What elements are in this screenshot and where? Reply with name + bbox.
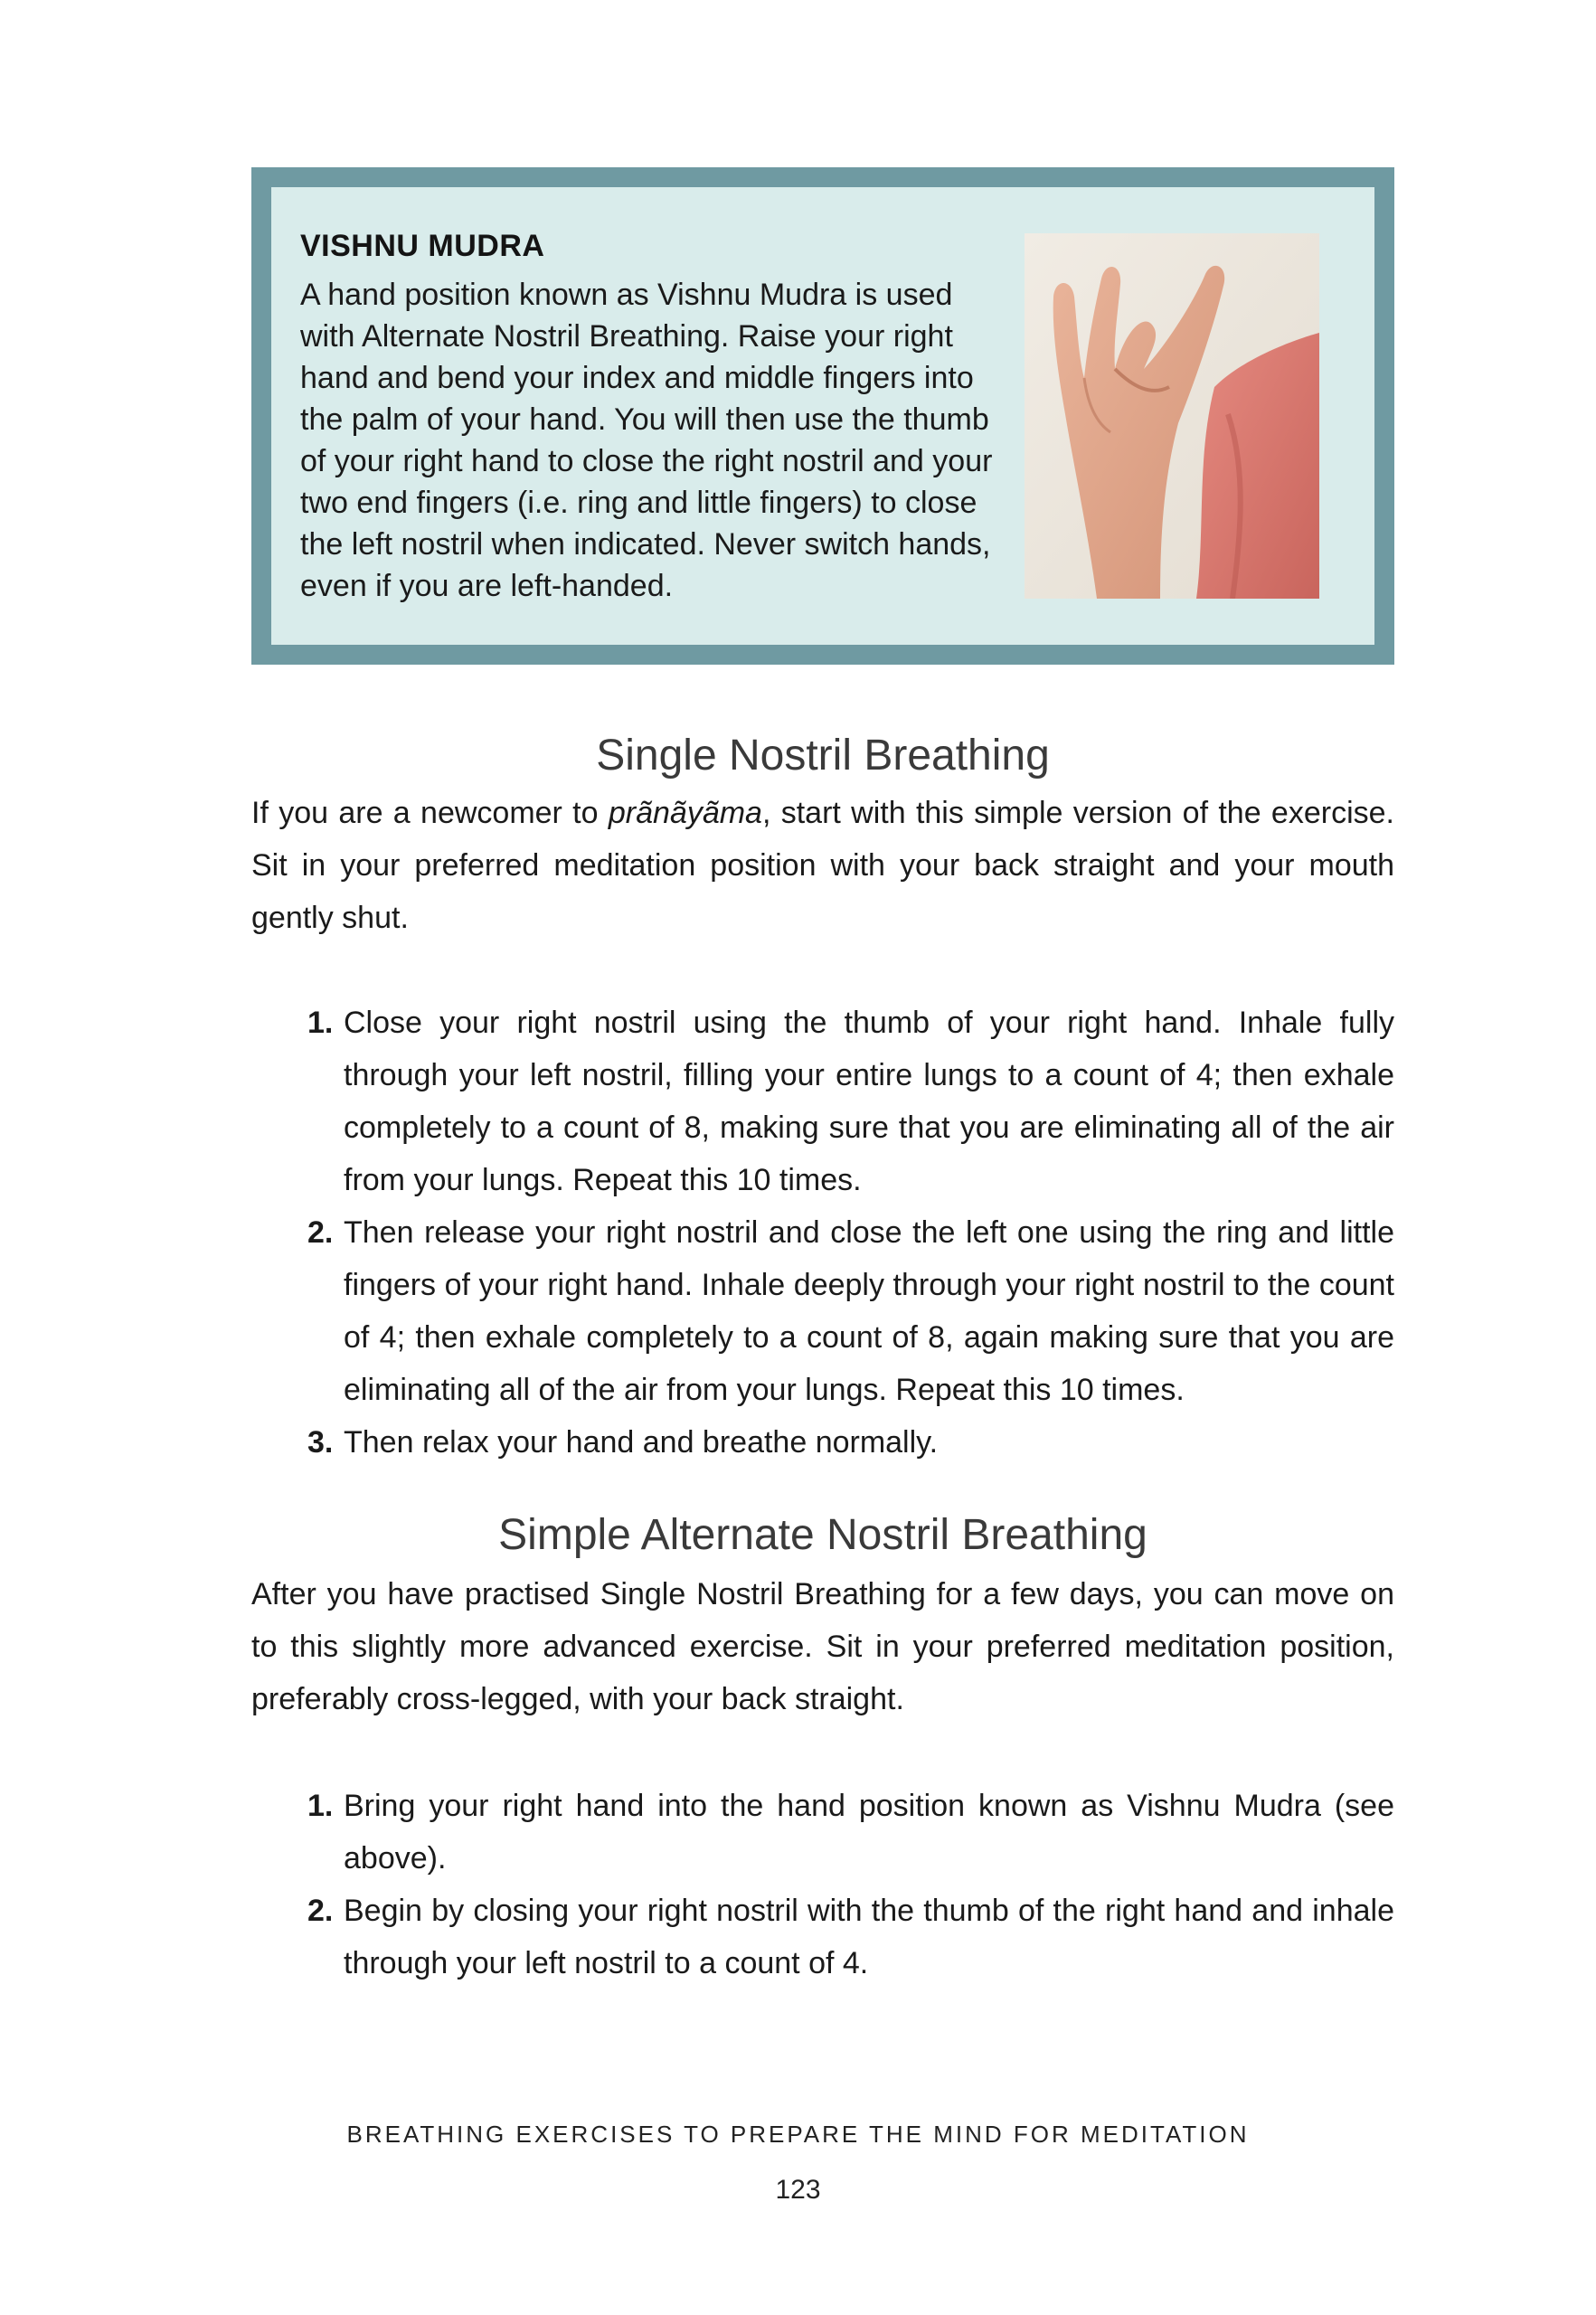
intro-text-end: , start with this simple version of the exercise. Sit in your preferred meditation position with your back straight and your mouth gently shut. (251, 796, 1394, 935)
list-item (307, 997, 1394, 1206)
running-head: BREATHING EXERCISES TO PREPARE THE MIND FOR MEDITATION (346, 2121, 1250, 2148)
step-number: 2. (307, 1894, 334, 1928)
vishnu-mudra-text: A hand position known as Vishnu Mudra is used with Alternate Nostril Breathing. Raise your right hand and bend your index and middle fingers into the palm of your hand. You will then use the thumb of your right hand to close the right nostril and your two end fingers (i.e. ring and little fingers) to close the left nostril when indicated. Never switch hands, even if you are left-handed. (300, 278, 993, 603)
step-number: 1. (307, 1789, 334, 1823)
step-text: Close your right nostril using the thumb of your right hand. Inhale fully through your left nostril, filling your entire lungs to a count of 4; then exhale completely to a count of 8, making sure that you are eliminating all of the air from your lungs. Repeat this 10 times. (344, 1006, 1394, 1197)
intro-term-pranayama: prãnãyãma (608, 796, 762, 830)
page-number: 123 (775, 2175, 821, 2205)
vishnu-mudra-hand-photo (1025, 233, 1319, 599)
list-item (307, 1206, 1394, 1416)
section-intro-alternate-nostril: After you have practised Single Nostril Breathing for a few days, you can move on to this slightly more advanced exercise. Sit in your preferred meditation position, preferably cross-legged, with your back straight. (251, 1577, 1394, 1716)
section-heading-alternate-nostril: Simple Alternate Nostril Breathing (498, 1511, 1147, 1559)
step-number: 3. (307, 1425, 334, 1460)
list-item (307, 1416, 1394, 1469)
list-item (307, 1780, 1394, 1885)
step-text: Then relax your hand and breathe normally. (344, 1425, 939, 1460)
section-heading-single-nostril: Single Nostril Breathing (596, 732, 1050, 780)
alternate-nostril-steps (307, 1780, 1394, 1989)
section-intro-single-nostril (251, 787, 1394, 944)
intro-text-start: If you are a newcomer to (251, 796, 609, 830)
list-item (307, 1885, 1394, 1989)
single-nostril-steps (307, 997, 1394, 1469)
step-text: Bring your right hand into the hand position known as Vishnu Mudra (see above). (344, 1789, 1394, 1876)
vishnu-mudra-title: VISHNU MUDRA (300, 229, 545, 263)
step-text: Begin by closing your right nostril with the thumb of the right hand and inhale through your left nostril to a count of 4. (344, 1894, 1394, 1980)
step-number: 2. (307, 1215, 334, 1250)
step-number: 1. (307, 1006, 334, 1040)
step-text: Then release your right nostril and close the left one using the ring and little fingers of your right hand. Inhale deeply through your right nostril to the count of 4; then exhale completely to a count of 8, again making sure that you are eliminating all of the air from your lungs. Repeat this 10 times. (344, 1215, 1394, 1407)
